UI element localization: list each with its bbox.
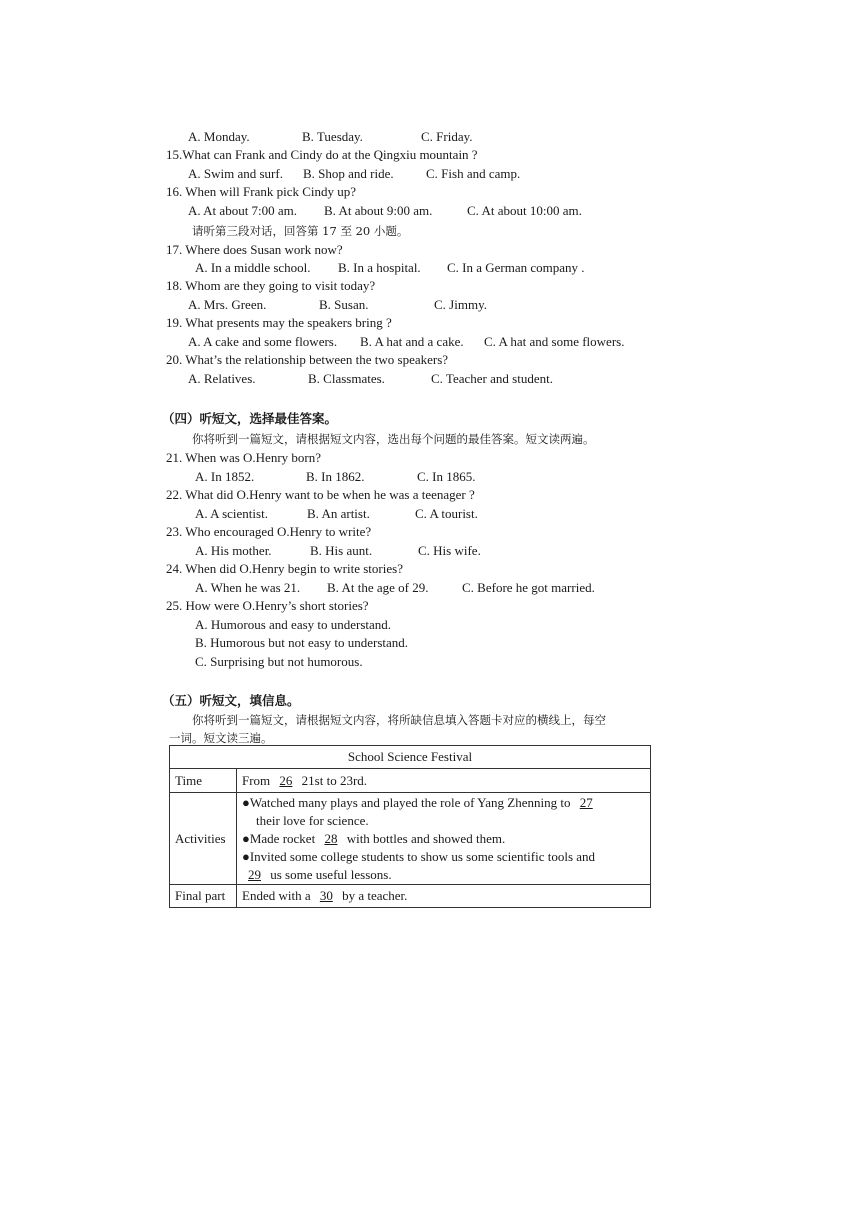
blank-29[interactable]: 29 [248,866,261,882]
activity-1-continued: their love for science. [256,812,369,828]
q16-option-c: C. At about 10:00 am. [467,203,582,218]
q19-option-b: B. A hat and a cake. [360,334,464,349]
blank-27[interactable]: 27 [579,794,593,810]
time-cell [237,769,651,793]
activity-2 [242,830,645,848]
q23-option-b: B. His aunt. [310,543,373,558]
activity-3-suffix: us some useful lessons. [270,866,392,882]
q21-option-a: A. In 1852. [195,469,255,484]
q21-question: 21. When was O.Henry born? [166,450,321,465]
activity-3: ●Invited some college students to show us some scientific tools and [242,848,596,864]
q20-option-b: B. Classmates. [308,371,385,386]
q24-option-a: A. When he was 21. [195,580,301,595]
section5-instruction-line2: 一词。短文读三遍。 [169,731,273,745]
q23-option-c: C. His wife. [418,543,481,558]
q17-option-c: C. In a German company . [447,260,585,275]
q25-option-a: A. Humorous and easy to understand. [195,617,392,632]
q21-option-c: C. In 1865. [417,469,476,484]
q25-option-b: B. Humorous but not easy to understand. [195,635,409,650]
q14-option-b: B. Tuesday. [302,129,363,144]
q17-question: 17. Where does Susan work now? [166,242,343,257]
q23-question: 23. Who encouraged O.Henry to write? [166,524,372,539]
q25-question: 25. How were O.Henry’s short stories? [166,598,369,613]
q18-option-a: A. Mrs. Green. [188,297,267,312]
q15-option-b: B. Shop and ride. [303,166,394,181]
q18-question: 18. Whom are they going to visit today? [166,278,376,293]
activities-cell [237,793,651,885]
time-label: Time [170,769,237,793]
q15-option-a: A. Swim and surf. [188,166,283,181]
section4-heading: （四）听短文，选择最佳答案。 [162,411,338,426]
q16-question: 16. When will Frank pick Cindy up? [166,184,357,199]
final-suffix: by a teacher. [342,888,408,903]
q14-option-c: C. Friday. [421,129,473,144]
q19-option-c: C. A hat and some flowers. [484,334,625,349]
q20-option-c: C. Teacher and student. [431,371,553,386]
q18-option-c: C. Jimmy. [434,297,487,312]
q16-option-a: A. At about 7:00 am. [188,203,298,218]
section5-heading: （五）听短文，填信息。 [162,693,300,708]
q21-option-b: B. In 1862. [306,469,365,484]
activities-label: Activities [170,793,237,885]
section5-instruction-line1: 你将听到一篇短文，请根据短文内容，将所缺信息填入答题卡对应的横线上，每空 [192,713,606,727]
q23-option-a: A. His mother. [195,543,272,558]
activity-1 [242,794,645,812]
q16-option-b: B. At about 9:00 am. [324,203,433,218]
q17-option-a: A. In a middle school. [195,260,311,275]
q17-option-b: B. In a hospital. [338,260,421,275]
final-part-label: Final part [170,885,237,908]
q22-option-c: C. A tourist. [415,506,478,521]
q15-option-c: C. Fish and camp. [426,166,521,181]
q15-question: 15.What can Frank and Cindy do at the Qingxiu mountain ? [166,147,478,162]
activity-2-text: ●Made rocket [242,830,316,846]
q25-option-c: C. Surprising but not humorous. [195,654,363,669]
final-prefix: Ended with a [242,888,311,903]
dialog3-instruction: 请听第三段对话，回答第 17 至 20 小题。 [192,224,409,238]
q19-option-a: A. A cake and some flowers. [188,334,338,349]
q24-question: 24. When did O.Henry begin to write stories? [166,561,403,576]
science-festival-table [169,745,651,908]
q24-option-b: B. At the age of 29. [327,580,429,595]
blank-26[interactable]: 26 [279,772,293,788]
blank-28[interactable]: 28 [324,830,338,846]
q22-option-a: A. A scientist. [195,506,268,521]
activity-1-text: ●Watched many plays and played the role of Yang Zhenning to [242,794,571,810]
time-suffix: 21st to 23rd. [301,772,368,788]
q20-question: 20. What’s the relationship between the two speakers? [166,352,449,367]
q22-question: 22. What did O.Henry want to be when he was a teenager ? [166,487,475,502]
q24-option-c: C. Before he got married. [462,580,595,595]
time-prefix: From [242,772,271,788]
section4-instruction: 你将听到一篇短文，请根据短文内容，选出每个问题的最佳答案。短文读两遍。 [192,432,595,446]
table-title: School Science Festival [170,746,651,769]
q14-option-a: A. Monday. [188,129,250,144]
activity-3-continued [242,866,645,884]
q19-question: 19. What presents may the speakers bring ? [166,315,392,330]
activity-2-suffix: with bottles and showed them. [346,830,506,846]
q20-option-a: A. Relatives. [188,371,256,386]
final-part-cell [237,885,651,908]
blank-30[interactable]: 30 [319,888,333,903]
q18-option-b: B. Susan. [319,297,369,312]
q22-option-b: B. An artist. [307,506,370,521]
